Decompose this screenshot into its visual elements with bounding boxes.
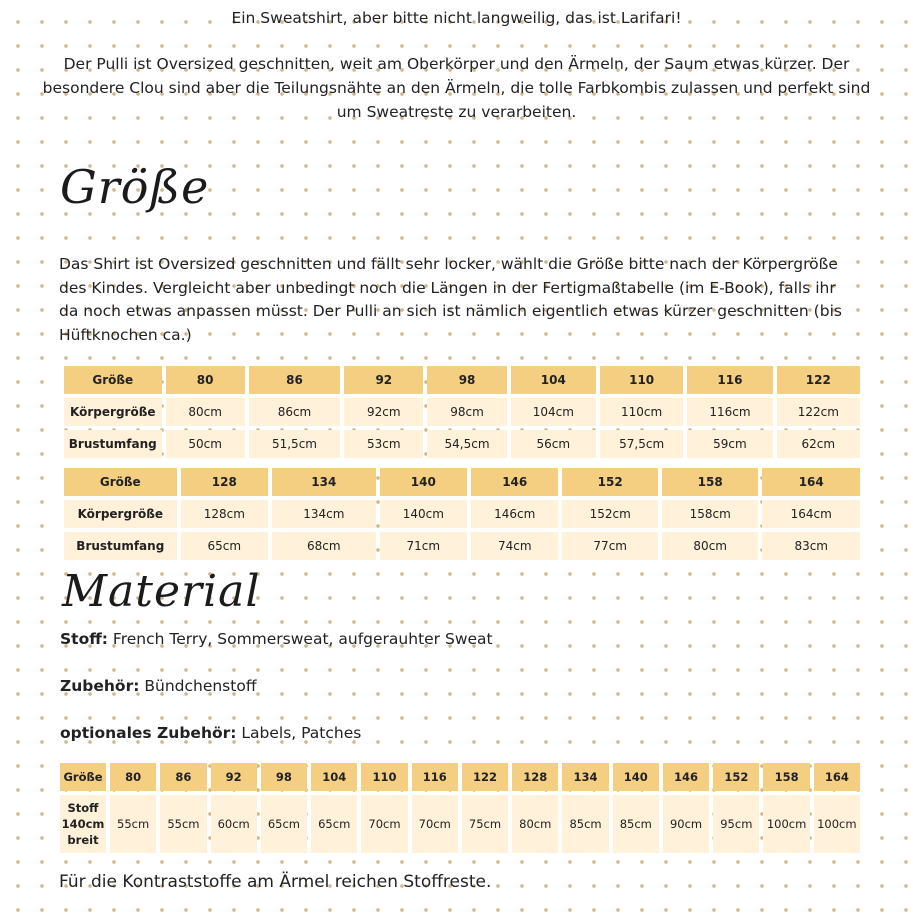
size-cell: 98: [427, 366, 506, 394]
size-cell: 80: [110, 763, 156, 791]
optional-zubehoer-line: [60, 724, 361, 742]
zubehoer-value: Bündchenstoff: [144, 677, 257, 695]
size-cell: 110: [361, 763, 407, 791]
value-cell: 62cm: [777, 430, 860, 458]
value-cell: 50cm: [166, 430, 245, 458]
value-cell: 70cm: [361, 795, 407, 853]
value-cell: 128cm: [181, 500, 268, 528]
value-cell: 80cm: [512, 795, 558, 853]
value-cell: 80cm: [166, 398, 245, 426]
value-cell: 90cm: [663, 795, 709, 853]
size-table-1-koerpergroesse-row: [64, 398, 860, 426]
label-stoff-line-2: 140cm: [61, 817, 105, 831]
size-cell: 86: [160, 763, 206, 791]
size-cell: 158: [662, 468, 759, 496]
label-brustumfang: Brustumfang: [64, 430, 162, 458]
size-cell: 110: [600, 366, 683, 394]
value-cell: 55cm: [160, 795, 206, 853]
value-cell: 56cm: [511, 430, 596, 458]
groesse-text: Das Shirt ist Oversized geschnitten und fällt sehr locker, wählt die Größe bitte nach der Körpergröße des Kindes. Vergleicht aber unbedingt noch die Längen in der Fertigmaßtabelle (im E-Book), falls ihr da noch etwas anpassen müsst. Der Pulli an sich ist nämlich eigentlich etwas kürzer geschnitten (bis Hüftknochen ca.): [59, 255, 842, 344]
value-cell: 92cm: [344, 398, 423, 426]
value-cell: 54,5cm: [427, 430, 506, 458]
value-cell: 140cm: [380, 500, 467, 528]
value-cell: 71cm: [380, 532, 467, 560]
value-cell: 158cm: [662, 500, 759, 528]
size-cell: 152: [562, 468, 657, 496]
label-groesse: Größe: [64, 468, 177, 496]
size-cell: 122: [777, 366, 860, 394]
label-koerpergroesse: Körpergröße: [64, 500, 177, 528]
value-cell: 100cm: [763, 795, 809, 853]
size-table-1: [60, 362, 864, 462]
size-table-2: [60, 464, 864, 564]
size-cell: 116: [412, 763, 458, 791]
zubehoer-label: Zubehör:: [60, 677, 140, 695]
value-cell: 164cm: [762, 500, 860, 528]
size-cell: 104: [311, 763, 357, 791]
size-table-2-brustumfang-row: [64, 532, 860, 560]
size-cell: 128: [512, 763, 558, 791]
size-cell: 80: [166, 366, 245, 394]
label-stoff-line-3: breit: [67, 833, 99, 847]
value-cell: 85cm: [613, 795, 659, 853]
size-cell: 164: [762, 468, 860, 496]
size-cell: 92: [211, 763, 257, 791]
size-cell: 104: [511, 366, 596, 394]
value-cell: 51,5cm: [249, 430, 340, 458]
value-cell: 100cm: [814, 795, 860, 853]
size-cell: 152: [713, 763, 759, 791]
value-cell: 74cm: [471, 532, 558, 560]
value-cell: 75cm: [462, 795, 508, 853]
size-cell: 134: [562, 763, 608, 791]
label-groesse: Größe: [64, 366, 162, 394]
value-cell: 110cm: [600, 398, 683, 426]
value-cell: 134cm: [272, 500, 376, 528]
label-brustumfang: Brustumfang: [64, 532, 177, 560]
value-cell: 85cm: [562, 795, 608, 853]
size-cell: 116: [687, 366, 772, 394]
stoff-line: [60, 630, 493, 648]
size-cell: 122: [462, 763, 508, 791]
label-koerpergroesse: Körpergröße: [64, 398, 162, 426]
size-cell: 92: [344, 366, 423, 394]
value-cell: 83cm: [762, 532, 860, 560]
value-cell: 60cm: [211, 795, 257, 853]
size-table-1-header-row: [64, 366, 860, 394]
value-cell: 65cm: [311, 795, 357, 853]
value-cell: 86cm: [249, 398, 340, 426]
intro-block: [40, 6, 873, 124]
value-cell: 68cm: [272, 532, 376, 560]
value-cell: 65cm: [181, 532, 268, 560]
value-cell: 57,5cm: [600, 430, 683, 458]
size-table-1-brustumfang-row: [64, 430, 860, 458]
size-cell: 164: [814, 763, 860, 791]
groesse-heading: Größe: [60, 160, 210, 214]
stoff-value: French Terry, Sommersweat, aufgerauhter Sweat: [112, 630, 493, 648]
size-cell: 98: [261, 763, 307, 791]
value-cell: 70cm: [412, 795, 458, 853]
stoff-table-value-row: [60, 795, 860, 853]
label-groesse: Größe: [60, 763, 106, 791]
value-cell: 98cm: [427, 398, 506, 426]
size-cell: 158: [763, 763, 809, 791]
size-table-2-header-row: [64, 468, 860, 496]
value-cell: 104cm: [511, 398, 596, 426]
value-cell: 77cm: [562, 532, 657, 560]
label-stoff-breite: [60, 795, 106, 853]
intro-tagline: Ein Sweatshirt, aber bitte nicht langweilig, das ist Larifari!: [231, 9, 682, 27]
size-cell: 86: [249, 366, 340, 394]
value-cell: 122cm: [777, 398, 860, 426]
stoff-label: Stoff:: [60, 630, 108, 648]
optional-zubehoer-value: Labels, Patches: [241, 724, 362, 742]
value-cell: 95cm: [713, 795, 759, 853]
size-cell: 146: [471, 468, 558, 496]
stoff-table: [56, 759, 864, 857]
size-cell: 146: [663, 763, 709, 791]
size-cell: 128: [181, 468, 268, 496]
value-cell: 53cm: [344, 430, 423, 458]
material-heading: Material: [62, 566, 261, 617]
stoff-table-header-row: [60, 763, 860, 791]
value-cell: 65cm: [261, 795, 307, 853]
size-cell: 140: [380, 468, 467, 496]
intro-description: Der Pulli ist Oversized geschnitten, weit am Oberkörper und den Ärmeln, der Saum etwas kürzer. Der besondere Clou sind aber die Teilungsnähte an den Ärmeln, die tolle Farbkombis zulassen und perfekt sind um Sweatreste zu verarbeiten.: [42, 55, 871, 121]
value-cell: 80cm: [662, 532, 759, 560]
value-cell: 152cm: [562, 500, 657, 528]
footer-text: Für die Kontraststoffe am Ärmel reichen Stoffreste.: [59, 872, 492, 892]
size-cell: 134: [272, 468, 376, 496]
size-table-2-koerpergroesse-row: [64, 500, 860, 528]
label-stoff-line-1: Stoff: [67, 801, 99, 815]
value-cell: 59cm: [687, 430, 772, 458]
zubehoer-line: [60, 677, 257, 695]
value-cell: 116cm: [687, 398, 772, 426]
optional-zubehoer-label: optionales Zubehör:: [60, 724, 237, 742]
value-cell: 55cm: [110, 795, 156, 853]
size-cell: 140: [613, 763, 659, 791]
value-cell: 146cm: [471, 500, 558, 528]
